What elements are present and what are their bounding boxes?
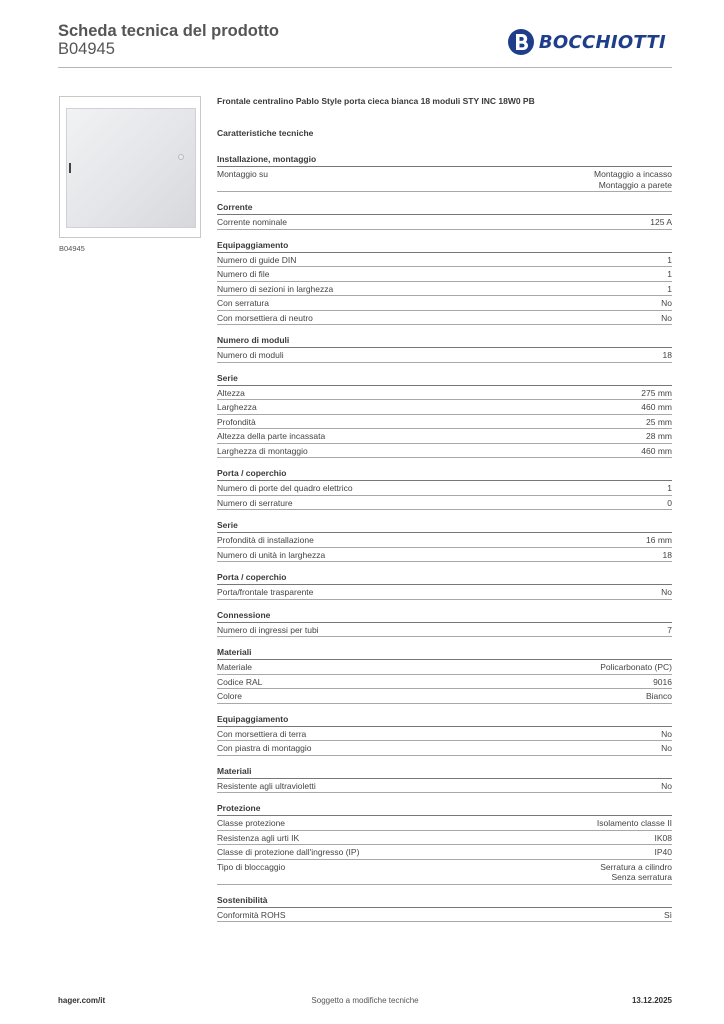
- spec-value: [667, 498, 672, 509]
- bocchiotti-logo: [507, 28, 666, 56]
- spec-row: [217, 533, 672, 548]
- spec-value-line: 9016: [653, 676, 672, 687]
- spec-label: Codice RAL: [217, 676, 263, 687]
- page-footer: [58, 996, 672, 1010]
- spec-value: [597, 818, 672, 829]
- spec-value-line: IK08: [654, 832, 672, 843]
- spec-sections: [217, 154, 672, 922]
- footer-website: hager.com/it: [58, 996, 106, 1005]
- spec-label: Resistenza agli urti IK: [217, 832, 300, 843]
- logo-text: BOCCHIOTTI: [538, 31, 666, 53]
- spec-label: Numero di sezioni in larghezza: [217, 283, 334, 294]
- spec-row: [217, 845, 672, 860]
- spec-row: [217, 623, 672, 638]
- spec-section: [217, 714, 672, 756]
- section-title: Materiali: [217, 766, 672, 779]
- spec-value: [661, 587, 672, 598]
- bocchiotti-logo-icon: [507, 28, 535, 56]
- section-title: Numero di moduli: [217, 335, 672, 348]
- spec-label: Resistente agli ultravioletti: [217, 780, 316, 791]
- spec-row: [217, 215, 672, 230]
- spec-label: Corrente nominale: [217, 217, 287, 227]
- spec-label: Conformità ROHS: [217, 909, 286, 920]
- spec-value-line: 460 mm: [641, 402, 672, 412]
- spec-value-line: 18: [662, 549, 672, 560]
- spec-label: Numero di serrature: [217, 497, 293, 508]
- section-title: Installazione, montaggio: [217, 154, 672, 167]
- spec-value-line: Senza serratura: [611, 872, 672, 882]
- spec-value: [663, 350, 672, 361]
- spec-value: [655, 847, 673, 858]
- spec-value-line: No: [661, 312, 672, 323]
- spec-label: Classe di protezione dall'ingresso (IP): [217, 847, 360, 857]
- spec-row: [217, 727, 672, 742]
- spec-section: [217, 520, 672, 562]
- spec-value: [641, 402, 672, 413]
- spec-row: [217, 348, 672, 363]
- section-title: Serie: [217, 373, 672, 386]
- panel-hinge: [69, 163, 71, 173]
- spec-row: [217, 689, 672, 704]
- spec-value: [661, 313, 672, 324]
- spec-value: [667, 625, 672, 636]
- panel-lock-dot: [178, 154, 184, 160]
- spec-section: [217, 572, 672, 600]
- spec-row: [217, 444, 672, 459]
- spec-value: [661, 729, 672, 740]
- spec-value: [661, 743, 672, 754]
- spec-label: Larghezza: [217, 402, 257, 412]
- spec-label: Numero di unità in larghezza: [217, 549, 326, 560]
- spec-value: [641, 446, 672, 457]
- spec-value: [594, 169, 672, 190]
- spec-row: [217, 585, 672, 600]
- spec-label: Tipo di bloccaggio: [217, 861, 286, 872]
- spec-section: [217, 468, 672, 510]
- spec-content: [217, 96, 672, 932]
- spec-label: Larghezza di montaggio: [217, 445, 308, 456]
- spec-section: [217, 202, 672, 230]
- spec-row: [217, 741, 672, 756]
- spec-value: [646, 417, 672, 428]
- spec-label: Profondità: [217, 416, 256, 427]
- spec-value: [653, 677, 672, 688]
- page-header: [58, 22, 672, 70]
- spec-label: Con piastra di montaggio: [217, 743, 312, 753]
- spec-row: [217, 481, 672, 496]
- spec-label: Montaggio su: [217, 169, 269, 179]
- spec-section: [217, 240, 672, 326]
- spec-value: [650, 217, 672, 228]
- spec-value-line: Montaggio a parete: [598, 179, 672, 190]
- header-divider: [58, 67, 672, 68]
- spec-label: Numero di file: [217, 269, 270, 279]
- spec-row: [217, 296, 672, 311]
- spec-row: [217, 831, 672, 846]
- spec-value-line: 0: [667, 497, 672, 508]
- spec-value: [646, 431, 672, 442]
- spec-label: Con morsettiera di terra: [217, 728, 307, 739]
- spec-value-line: Sì: [663, 909, 672, 920]
- section-title: Equipaggiamento: [217, 714, 672, 727]
- spec-section: [217, 895, 672, 923]
- spec-label: Numero di guide DIN: [217, 254, 297, 265]
- spec-value: [661, 298, 672, 309]
- spec-section: [217, 766, 672, 794]
- spec-row: [217, 496, 672, 511]
- product-code: B04945: [58, 40, 115, 58]
- spec-label: Numero di ingressi per tubi: [217, 624, 319, 635]
- spec-row: [217, 167, 672, 192]
- spec-section: [217, 647, 672, 704]
- spec-value-line: No: [661, 587, 672, 597]
- section-title: Protezione: [217, 803, 672, 816]
- document-title: Scheda tecnica del prodotto: [58, 22, 279, 40]
- spec-value: [667, 269, 672, 280]
- spec-row: [217, 400, 672, 415]
- spec-value-line: Serratura a cilindro: [600, 861, 672, 872]
- spec-row: [217, 429, 672, 444]
- spec-value-line: 28 mm: [646, 431, 672, 441]
- spec-label: Materiale: [217, 662, 252, 672]
- spec-value-line: No: [661, 743, 672, 753]
- spec-value-line: Isolamento classe II: [596, 818, 672, 828]
- spec-value-line: 125 A: [650, 217, 672, 227]
- section-title: Connessione: [217, 610, 672, 623]
- product-description: Frontale centralino Pablo Style porta cieca bianca 18 moduli STY INC 18W0 PB: [217, 96, 535, 106]
- spec-value-line: 25 mm: [646, 416, 672, 427]
- tech-specs-heading: Caratteristiche tecniche: [217, 128, 314, 138]
- spec-value-line: 1: [667, 269, 672, 279]
- spec-value: [655, 833, 673, 844]
- spec-row: [217, 282, 672, 297]
- spec-label: Numero di porte del quadro elettrico: [217, 483, 353, 493]
- spec-value-line: Bianco: [646, 691, 672, 701]
- spec-value-line: No: [661, 298, 672, 308]
- spec-label: Con morsettiera di neutro: [217, 312, 313, 323]
- spec-value: [641, 388, 672, 399]
- section-title: Equipaggiamento: [217, 240, 672, 253]
- enclosure-front-panel: [66, 108, 196, 228]
- spec-section: [217, 373, 672, 459]
- spec-label: Con serratura: [217, 298, 269, 308]
- spec-value-line: No: [661, 728, 672, 739]
- section-title: Porta / coperchio: [217, 468, 672, 481]
- spec-value-line: 16 mm: [646, 535, 672, 545]
- spec-value: [667, 284, 672, 295]
- image-caption: B04945: [59, 244, 85, 253]
- spec-label: Altezza della parte incassata: [217, 431, 326, 441]
- spec-value-line: 460 mm: [641, 445, 672, 456]
- spec-label: Porta/frontale trasparente: [217, 587, 314, 597]
- spec-row: [217, 311, 672, 326]
- spec-value: [600, 862, 672, 883]
- spec-value-line: 275 mm: [641, 387, 672, 398]
- spec-section: [217, 610, 672, 638]
- spec-value: [600, 662, 672, 673]
- section-title: Porta / coperchio: [217, 572, 672, 585]
- spec-value-line: IP40: [654, 847, 672, 857]
- spec-value: [667, 255, 672, 266]
- section-title: Corrente: [217, 202, 672, 215]
- spec-row: [217, 779, 672, 794]
- spec-value: [646, 691, 672, 702]
- spec-row: [217, 253, 672, 268]
- spec-value-line: Montaggio a incasso: [594, 169, 672, 179]
- spec-value-line: 1: [667, 283, 672, 294]
- spec-value: [663, 550, 672, 561]
- spec-row: [217, 816, 672, 831]
- section-title: Materiali: [217, 647, 672, 660]
- spec-row: [217, 908, 672, 923]
- spec-value-line: 7: [667, 624, 672, 635]
- spec-label: Profondità di installazione: [217, 535, 314, 545]
- spec-label: Colore: [217, 691, 243, 701]
- spec-label: Classe protezione: [217, 818, 286, 828]
- spec-value: [646, 535, 672, 546]
- spec-row: [217, 267, 672, 282]
- section-title: Sostenibilità: [217, 895, 672, 908]
- footer-note: Soggetto a modifiche tecniche: [311, 996, 419, 1005]
- spec-row: [217, 548, 672, 563]
- spec-value-line: 1: [667, 483, 672, 493]
- spec-label: Numero di moduli: [217, 350, 284, 360]
- product-image: [59, 96, 201, 238]
- footer-date: 13.12.2025: [631, 996, 672, 1005]
- spec-row: [217, 675, 672, 690]
- spec-row: [217, 860, 672, 885]
- spec-row: [217, 415, 672, 430]
- spec-section: [217, 803, 672, 885]
- spec-value-line: 18: [662, 350, 672, 360]
- spec-section: [217, 154, 672, 192]
- spec-value: [664, 910, 672, 921]
- section-title: Serie: [217, 520, 672, 533]
- spec-row: [217, 386, 672, 401]
- spec-value-line: Policarbonato (PC): [600, 662, 672, 672]
- spec-value-line: No: [661, 780, 672, 791]
- spec-value: [667, 483, 672, 494]
- spec-value: [661, 781, 672, 792]
- spec-row: [217, 660, 672, 675]
- spec-value-line: 1: [667, 254, 672, 265]
- spec-label: Altezza: [217, 387, 245, 398]
- spec-section: [217, 335, 672, 363]
